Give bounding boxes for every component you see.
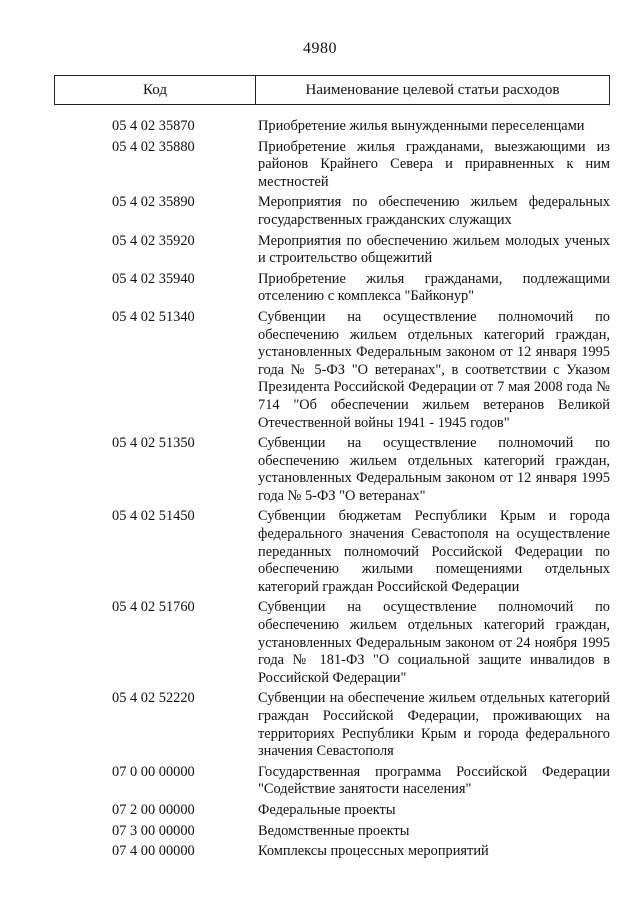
row-name: Субвенции на осуществление полномочий по обеспечению жильем отдельных категорий граждан, установленных Федеральным законом от 12 января 1995 года № 5-ФЗ "О ветеранах", в соответствии с Указом Президента Российской Федерации от 7 мая 2008 года № 714 "Об обеспечении жильем ветеранов Великой Отечественной войны 1941 - 1945 годов" [258, 308, 610, 431]
row-name: Ведомственные проекты [258, 822, 410, 839]
table-header [54, 75, 610, 105]
row-code: 05 4 02 51760 [112, 599, 195, 616]
header-name-column: Наименование целевой статьи расходов [305, 81, 560, 98]
row-code: 05 4 02 35920 [112, 232, 195, 249]
page-number: 4980 [303, 40, 337, 57]
row-code: 07 2 00 00000 [112, 801, 195, 818]
row-name: Федеральные проекты [258, 801, 396, 818]
row-code: 05 4 02 35940 [112, 270, 195, 287]
row-name: Мероприятия по обеспечению жильем федеральных государственных гражданских служащих [258, 194, 610, 228]
table-row [54, 139, 610, 192]
table-row [54, 690, 610, 760]
row-code: 05 4 02 51450 [112, 508, 195, 525]
table-row [54, 764, 610, 799]
row-name: Субвенции на осуществление полномочий по обеспечению жильем отдельных категорий граждан, установленных Федеральным законом от 24 ноября 1995 года № 181-ФЗ "О социальной защите инвалидов в Российской Федерации" [258, 599, 610, 686]
table-row [54, 599, 610, 687]
table-row [54, 309, 610, 432]
row-name: Субвенции бюджетам Республики Крым и города федерального значения Севастополя на осуществление переданных полномочий Российской Федерации по обеспечению жилыми помещениями отдельных категорий граждан Российской Федерации [258, 508, 610, 595]
row-code: 05 4 02 35870 [112, 118, 195, 134]
table-row [54, 194, 610, 229]
table-row [54, 508, 610, 596]
row-code: 05 4 02 35880 [112, 138, 195, 155]
header-code-column: Код [55, 76, 256, 104]
row-name: Комплексы процессных мероприятий [258, 843, 489, 860]
row-name: Субвенции на осуществление полномочий по обеспечению жильем отдельных категорий граждан, установленных Федеральным законом от 12 января 1995 года № 5-ФЗ "О ветеранах" [258, 435, 610, 504]
row-code: 05 4 02 35890 [112, 194, 195, 211]
table-row [54, 118, 610, 136]
row-name: Приобретение жилья гражданами, подлежащими отселению с комплекса "Байконур" [258, 270, 610, 305]
row-name: Приобретение жилья вынужденными переселенцами [258, 118, 585, 134]
row-name: Государственная программа Российской Федерации "Содействие занятости населения" [258, 763, 610, 798]
table-row [54, 843, 610, 861]
table-row [54, 802, 610, 820]
row-code: 07 3 00 00000 [112, 822, 195, 839]
row-name: Субвенции на обеспечение жильем отдельных категорий граждан Российской Федерации, проживающих на территориях Республики Крым и города федерального значения Севастополя [258, 690, 610, 760]
row-code: 05 4 02 51350 [112, 435, 195, 452]
table-row [54, 823, 610, 841]
table-row [54, 435, 610, 505]
row-code: 05 4 02 52220 [112, 690, 195, 707]
row-name: Приобретение жилья гражданами, выезжающими из районов Крайнего Севера и приравненных к ним местностей [258, 138, 610, 190]
row-code: 05 4 02 51340 [112, 308, 195, 325]
table-body [54, 118, 610, 864]
row-code: 07 0 00 00000 [112, 763, 195, 780]
table-row [54, 233, 610, 268]
row-name: Мероприятия по обеспечению жильем молодых ученых и строительство общежитий [258, 232, 610, 267]
row-code: 07 4 00 00000 [112, 843, 195, 860]
table-row [54, 271, 610, 306]
